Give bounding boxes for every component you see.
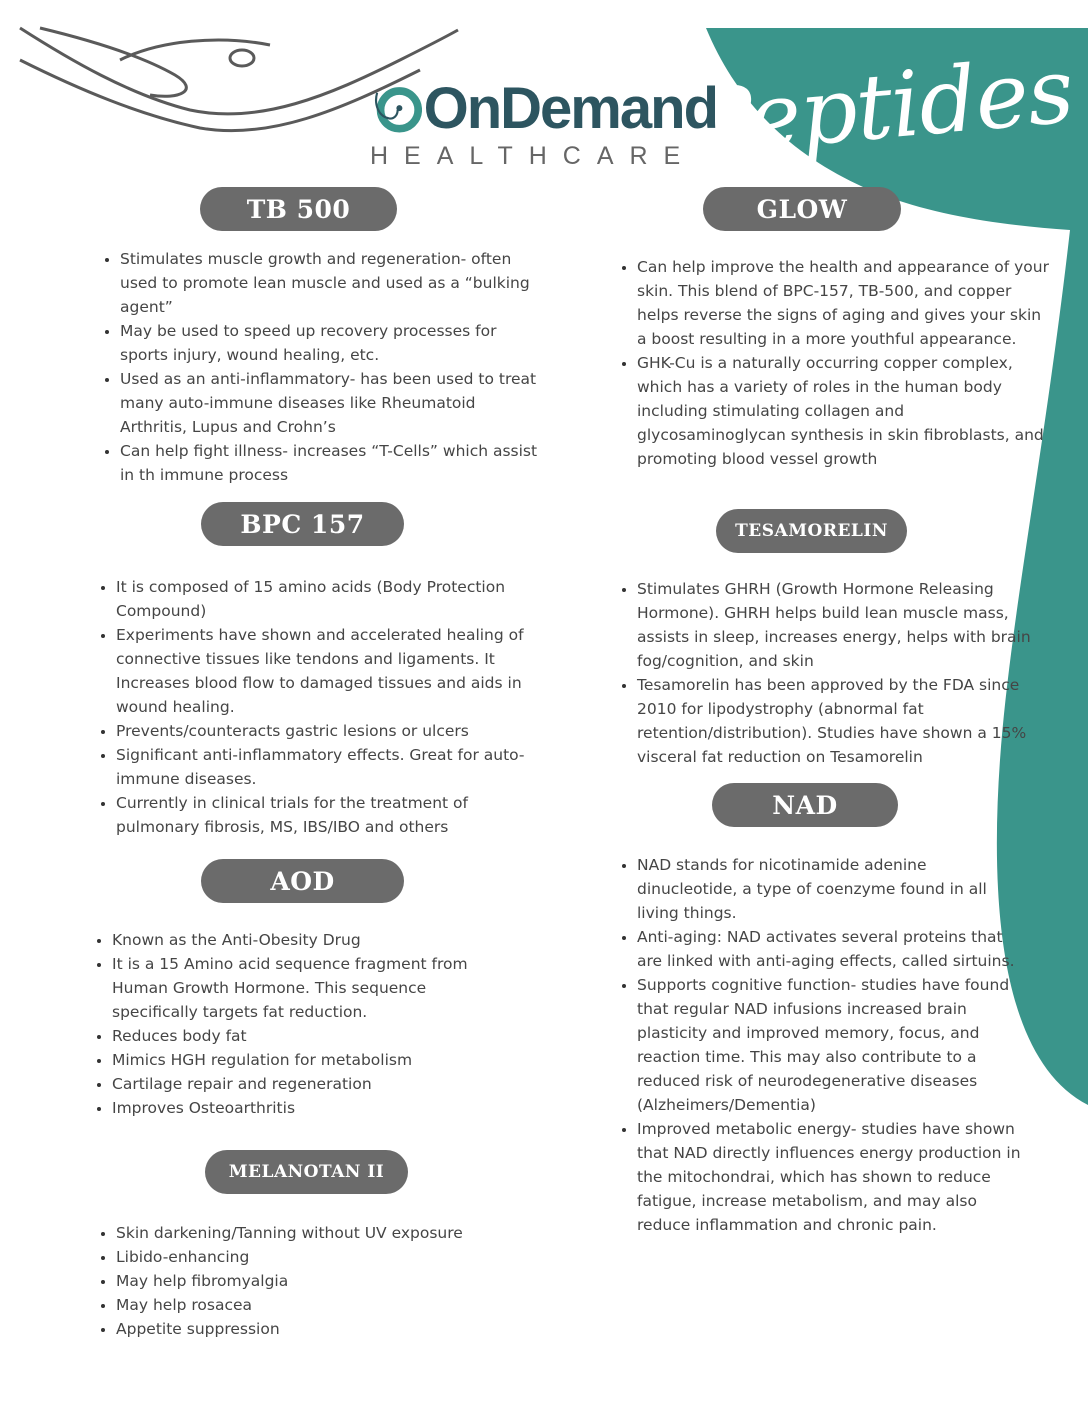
bpc157-heading: BPC 157 (201, 502, 404, 546)
glow-list (615, 255, 1052, 471)
tb500-heading: TB 500 (200, 187, 397, 231)
list-item: • It is a 15 Amino acid sequence fragment from Human Growth Hormone. This sequence specifically targets fat reduction. (112, 952, 512, 1024)
list-item: • Stimulates GHRH (Growth Hormone Releasing Hormone). GHRH helps build lean muscle mass, assists in sleep, increases energy, helps with brain fog/cognition, and skin (637, 577, 1047, 673)
list-item: • May be used to speed up recovery processes for sports injury, wound healing, etc. (120, 319, 540, 367)
tesamorelin-list (615, 577, 1047, 769)
list-item: • Significant anti-inflammatory effects. Great for auto-immune diseases. (116, 743, 544, 791)
melanotan-heading: MELANOTAN II (205, 1150, 408, 1194)
peptides-title: Peptides (687, 38, 1077, 177)
list-item: • Skin darkening/Tanning without UV exposure (116, 1221, 536, 1245)
list-item: • Anti-aging: NAD activates several proteins that are linked with anti-aging effects, called sirtuins. (637, 925, 1022, 973)
list-item: • Supports cognitive function- studies have found that regular NAD infusions increased brain plasticity and improved memory, focus, and reaction time. This may also contribute to a reduced risk of neurodegenerative diseases (Alzheimers/Dementia) (637, 973, 1022, 1117)
list-item: • It is composed of 15 amino acids (Body Protection Compound) (116, 575, 544, 623)
bpc157-list (94, 575, 544, 839)
aod-list (90, 928, 512, 1120)
ondemand-logo (372, 78, 717, 171)
stethoscope-icon (372, 80, 422, 138)
list-item: • Prevents/counteracts gastric lesions or ulcers (116, 719, 544, 743)
list-item: • Appetite suppression (116, 1317, 536, 1341)
list-item: • Known as the Anti-Obesity Drug (112, 928, 512, 952)
list-item: • Stimulates muscle growth and regeneration- often used to promote lean muscle and used as a “bulking agent” (120, 247, 540, 319)
list-item: • Reduces body fat (112, 1024, 512, 1048)
list-item: • Improves Osteoarthritis (112, 1096, 512, 1120)
list-item: • May help fibromyalgia (116, 1269, 536, 1293)
list-item: • Can help fight illness- increases “T-Cells” which assist in th immune process (120, 439, 540, 487)
nad-list (615, 853, 1022, 1237)
list-item: • GHK-Cu is a naturally occurring copper complex, which has a variety of roles in the human body including stimulating collagen and glycosaminoglycan synthesis in skin fibroblasts, and promoting blood vessel growth (637, 351, 1052, 471)
list-item: • Can help improve the health and appearance of your skin. This blend of BPC-157, TB-500, and copper helps reverse the signs of aging and gives your skin a boost resulting in a more youthful appearance. (637, 255, 1052, 351)
list-item: • Improved metabolic energy- studies have shown that NAD directly influences energy production in the mitochondrai, which has shown to reduce fatigue, increase metabolism, and may also reduce inflammation and chronic pain. (637, 1117, 1022, 1237)
list-item: • May help rosacea (116, 1293, 536, 1317)
glow-heading: GLOW (703, 187, 901, 231)
logo-subtitle: HEALTHCARE (370, 142, 697, 170)
logo-wordmark: OnDemand (423, 76, 717, 141)
list-item: • Cartilage repair and regeneration (112, 1072, 512, 1096)
list-item: • Libido-enhancing (116, 1245, 536, 1269)
list-item: • Currently in clinical trials for the treatment of pulmonary fibrosis, MS, IBS/IBO and others (116, 791, 544, 839)
list-item: • Tesamorelin has been approved by the FDA since 2010 for lipodystrophy (abnormal fat retention/distribution). Studies have shown a 15% visceral fat reduction on Tesamorelin (637, 673, 1047, 769)
list-item: • Experiments have shown and accelerated healing of connective tissues like tendons and ligaments. It Increases blood flow to damaged tissues and aids in wound healing. (116, 623, 544, 719)
aod-heading: AOD (201, 859, 404, 903)
melanotan-list (94, 1221, 536, 1341)
list-item: • Used as an anti-inflammatory- has been used to treat many auto-immune diseases like Rheumatoid Arthritis, Lupus and Crohn’s (120, 367, 540, 439)
tb500-list (98, 247, 540, 487)
list-item: • Mimics HGH regulation for metabolism (112, 1048, 512, 1072)
tesamorelin-heading: TESAMORELIN (716, 509, 907, 553)
list-item: • NAD stands for nicotinamide adenine dinucleotide, a type of coenzyme found in all living things. (637, 853, 1022, 925)
nad-heading: NAD (712, 783, 898, 827)
